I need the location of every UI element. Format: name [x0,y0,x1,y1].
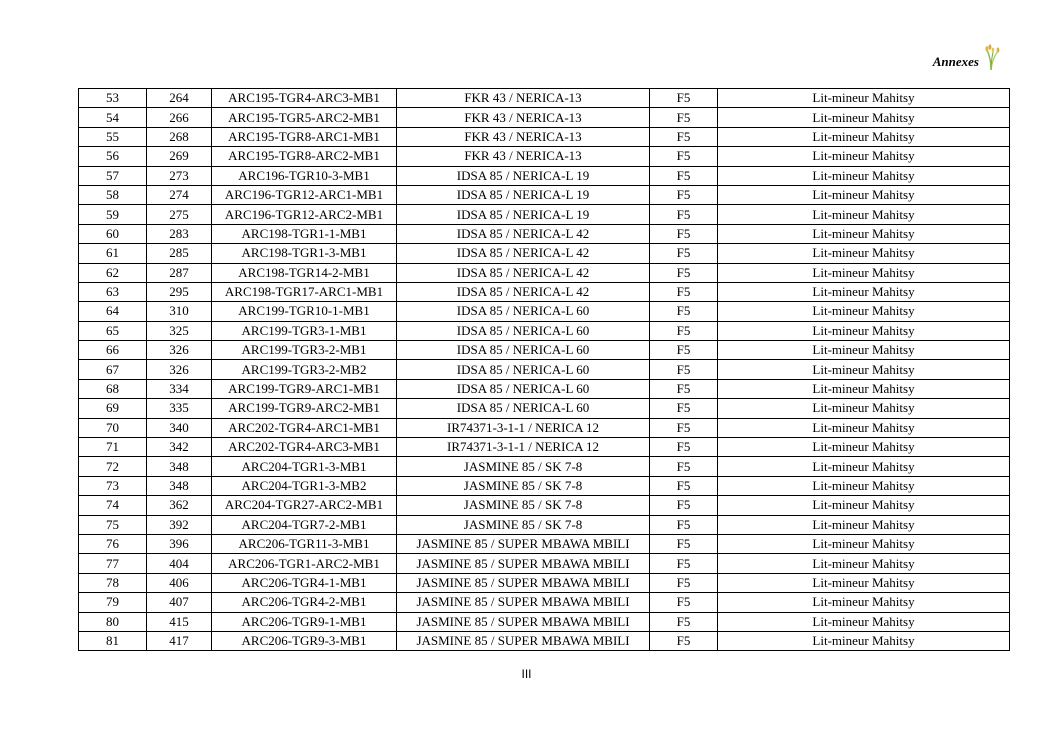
code-cell: 274 [147,185,212,204]
cross-cell: IDSA 85 / NERICA-L 19 [397,185,650,204]
table-row [79,282,1010,301]
table-row [79,379,1010,398]
site-cell: Lit-mineur Mahitsy [718,418,1010,437]
generation-cell: F5 [650,108,718,127]
cross-cell: IDSA 85 / NERICA-L 60 [397,399,650,418]
line-name-cell: ARC206-TGR9-1-MB1 [212,612,397,631]
row-number-cell: 69 [79,399,147,418]
code-cell: 287 [147,263,212,282]
cross-cell: JASMINE 85 / SUPER MBAWA MBILI [397,534,650,553]
table-row [79,263,1010,282]
generation-cell: F5 [650,438,718,457]
cross-cell: FKR 43 / NERICA-13 [397,108,650,127]
line-name-cell: ARC199-TGR3-2-MB2 [212,360,397,379]
code-cell: 340 [147,418,212,437]
row-number-cell: 71 [79,438,147,457]
row-number-cell: 81 [79,631,147,650]
cross-cell: JASMINE 85 / SUPER MBAWA MBILI [397,631,650,650]
row-number-cell: 57 [79,166,147,185]
annex-table [78,88,1010,651]
code-cell: 269 [147,147,212,166]
site-cell: Lit-mineur Mahitsy [718,127,1010,146]
row-number-cell: 65 [79,321,147,340]
page-number: III [521,667,532,681]
line-name-cell: ARC199-TGR3-2-MB1 [212,341,397,360]
table-row [79,127,1010,146]
generation-cell: F5 [650,476,718,495]
site-cell: Lit-mineur Mahitsy [718,496,1010,515]
code-cell: 295 [147,282,212,301]
code-cell: 273 [147,166,212,185]
row-number-cell: 68 [79,379,147,398]
code-cell: 275 [147,205,212,224]
table-row [79,224,1010,243]
generation-cell: F5 [650,166,718,185]
row-number-cell: 62 [79,263,147,282]
row-number-cell: 64 [79,302,147,321]
table-row [79,89,1010,108]
row-number-cell: 80 [79,612,147,631]
generation-cell: F5 [650,205,718,224]
line-name-cell: ARC195-TGR8-ARC1-MB1 [212,127,397,146]
site-cell: Lit-mineur Mahitsy [718,89,1010,108]
site-cell: Lit-mineur Mahitsy [718,263,1010,282]
generation-cell: F5 [650,321,718,340]
row-number-cell: 58 [79,185,147,204]
table-row [79,108,1010,127]
line-name-cell: ARC204-TGR27-ARC2-MB1 [212,496,397,515]
table-row [79,185,1010,204]
code-cell: 326 [147,360,212,379]
row-number-cell: 74 [79,496,147,515]
cross-cell: IDSA 85 / NERICA-L 19 [397,166,650,185]
cross-cell: JASMINE 85 / SUPER MBAWA MBILI [397,554,650,573]
site-cell: Lit-mineur Mahitsy [718,244,1010,263]
line-name-cell: ARC196-TGR12-ARC2-MB1 [212,205,397,224]
line-name-cell: ARC198-TGR17-ARC1-MB1 [212,282,397,301]
line-name-cell: ARC206-TGR4-1-MB1 [212,573,397,592]
generation-cell: F5 [650,399,718,418]
code-cell: 285 [147,244,212,263]
code-cell: 266 [147,108,212,127]
cross-cell: IDSA 85 / NERICA-L 42 [397,263,650,282]
line-name-cell: ARC199-TGR9-ARC1-MB1 [212,379,397,398]
code-cell: 325 [147,321,212,340]
site-cell: Lit-mineur Mahitsy [718,573,1010,592]
cross-cell: IR74371-3-1-1 / NERICA 12 [397,438,650,457]
code-cell: 334 [147,379,212,398]
generation-cell: F5 [650,147,718,166]
table-row [79,360,1010,379]
line-name-cell: ARC199-TGR3-1-MB1 [212,321,397,340]
cross-cell: JASMINE 85 / SK 7-8 [397,515,650,534]
cross-cell: IDSA 85 / NERICA-L 60 [397,302,650,321]
site-cell: Lit-mineur Mahitsy [718,185,1010,204]
generation-cell: F5 [650,244,718,263]
row-number-cell: 63 [79,282,147,301]
site-cell: Lit-mineur Mahitsy [718,360,1010,379]
row-number-cell: 61 [79,244,147,263]
code-cell: 348 [147,476,212,495]
generation-cell: F5 [650,554,718,573]
site-cell: Lit-mineur Mahitsy [718,438,1010,457]
generation-cell: F5 [650,224,718,243]
code-cell: 392 [147,515,212,534]
generation-cell: F5 [650,534,718,553]
table-row [79,244,1010,263]
row-number-cell: 73 [79,476,147,495]
line-name-cell: ARC196-TGR10-3-MB1 [212,166,397,185]
generation-cell: F5 [650,127,718,146]
code-cell: 415 [147,612,212,631]
cross-cell: FKR 43 / NERICA-13 [397,147,650,166]
table-row [79,476,1010,495]
generation-cell: F5 [650,379,718,398]
cross-cell: IDSA 85 / NERICA-L 42 [397,244,650,263]
code-cell: 406 [147,573,212,592]
site-cell: Lit-mineur Mahitsy [718,476,1010,495]
cross-cell: IDSA 85 / NERICA-L 60 [397,360,650,379]
table-body [79,89,1010,651]
cross-cell: IDSA 85 / NERICA-L 60 [397,321,650,340]
code-cell: 268 [147,127,212,146]
code-cell: 326 [147,341,212,360]
line-name-cell: ARC206-TGR11-3-MB1 [212,534,397,553]
table-row [79,612,1010,631]
generation-cell: F5 [650,185,718,204]
generation-cell: F5 [650,496,718,515]
code-cell: 417 [147,631,212,650]
site-cell: Lit-mineur Mahitsy [718,205,1010,224]
row-number-cell: 53 [79,89,147,108]
generation-cell: F5 [650,263,718,282]
row-number-cell: 76 [79,534,147,553]
generation-cell: F5 [650,89,718,108]
site-cell: Lit-mineur Mahitsy [718,302,1010,321]
line-name-cell: ARC202-TGR4-ARC3-MB1 [212,438,397,457]
code-cell: 407 [147,593,212,612]
row-number-cell: 56 [79,147,147,166]
cross-cell: IDSA 85 / NERICA-L 19 [397,205,650,224]
cross-cell: FKR 43 / NERICA-13 [397,89,650,108]
table-row [79,399,1010,418]
table-row [79,321,1010,340]
table-row [79,631,1010,650]
cross-cell: FKR 43 / NERICA-13 [397,127,650,146]
site-cell: Lit-mineur Mahitsy [718,612,1010,631]
table-row [79,457,1010,476]
site-cell: Lit-mineur Mahitsy [718,515,1010,534]
site-cell: Lit-mineur Mahitsy [718,108,1010,127]
row-number-cell: 78 [79,573,147,592]
row-number-cell: 77 [79,554,147,573]
row-number-cell: 70 [79,418,147,437]
cross-cell: IDSA 85 / NERICA-L 42 [397,224,650,243]
line-name-cell: ARC195-TGR4-ARC3-MB1 [212,89,397,108]
row-number-cell: 60 [79,224,147,243]
code-cell: 348 [147,457,212,476]
generation-cell: F5 [650,631,718,650]
section-title: Annexes [932,54,979,69]
code-cell: 283 [147,224,212,243]
generation-cell: F5 [650,341,718,360]
cross-cell: IDSA 85 / NERICA-L 42 [397,282,650,301]
generation-cell: F5 [650,282,718,301]
code-cell: 342 [147,438,212,457]
table-row [79,418,1010,437]
cross-cell: IR74371-3-1-1 / NERICA 12 [397,418,650,437]
cross-cell: IDSA 85 / NERICA-L 60 [397,379,650,398]
page-header [933,44,1001,70]
table-row [79,496,1010,515]
line-name-cell: ARC204-TGR7-2-MB1 [212,515,397,534]
table-row [79,205,1010,224]
line-name-cell: ARC198-TGR14-2-MB1 [212,263,397,282]
row-number-cell: 72 [79,457,147,476]
row-number-cell: 75 [79,515,147,534]
generation-cell: F5 [650,418,718,437]
line-name-cell: ARC196-TGR12-ARC1-MB1 [212,185,397,204]
row-number-cell: 59 [79,205,147,224]
cross-cell: JASMINE 85 / SUPER MBAWA MBILI [397,612,650,631]
generation-cell: F5 [650,573,718,592]
site-cell: Lit-mineur Mahitsy [718,147,1010,166]
generation-cell: F5 [650,360,718,379]
generation-cell: F5 [650,457,718,476]
generation-cell: F5 [650,612,718,631]
site-cell: Lit-mineur Mahitsy [718,399,1010,418]
code-cell: 362 [147,496,212,515]
line-name-cell: ARC206-TGR9-3-MB1 [212,631,397,650]
generation-cell: F5 [650,593,718,612]
code-cell: 310 [147,302,212,321]
cross-cell: JASMINE 85 / SUPER MBAWA MBILI [397,573,650,592]
code-cell: 264 [147,89,212,108]
table-row [79,573,1010,592]
rice-plant-icon [981,44,1001,70]
site-cell: Lit-mineur Mahitsy [718,224,1010,243]
line-name-cell: ARC195-TGR8-ARC2-MB1 [212,147,397,166]
row-number-cell: 66 [79,341,147,360]
line-name-cell: ARC206-TGR1-ARC2-MB1 [212,554,397,573]
cross-cell: JASMINE 85 / SK 7-8 [397,476,650,495]
site-cell: Lit-mineur Mahitsy [718,341,1010,360]
line-name-cell: ARC195-TGR5-ARC2-MB1 [212,108,397,127]
code-cell: 404 [147,554,212,573]
code-cell: 335 [147,399,212,418]
table-row [79,438,1010,457]
table-row [79,341,1010,360]
line-name-cell: ARC206-TGR4-2-MB1 [212,593,397,612]
table-row [79,515,1010,534]
line-name-cell: ARC202-TGR4-ARC1-MB1 [212,418,397,437]
row-number-cell: 79 [79,593,147,612]
site-cell: Lit-mineur Mahitsy [718,379,1010,398]
cross-cell: JASMINE 85 / SUPER MBAWA MBILI [397,593,650,612]
site-cell: Lit-mineur Mahitsy [718,534,1010,553]
cross-cell: JASMINE 85 / SK 7-8 [397,496,650,515]
table-row [79,147,1010,166]
code-cell: 396 [147,534,212,553]
site-cell: Lit-mineur Mahitsy [718,166,1010,185]
site-cell: Lit-mineur Mahitsy [718,631,1010,650]
row-number-cell: 55 [79,127,147,146]
table-row [79,302,1010,321]
site-cell: Lit-mineur Mahitsy [718,593,1010,612]
row-number-cell: 67 [79,360,147,379]
site-cell: Lit-mineur Mahitsy [718,282,1010,301]
cross-cell: IDSA 85 / NERICA-L 60 [397,341,650,360]
site-cell: Lit-mineur Mahitsy [718,554,1010,573]
site-cell: Lit-mineur Mahitsy [718,321,1010,340]
cross-cell: JASMINE 85 / SK 7-8 [397,457,650,476]
line-name-cell: ARC204-TGR1-3-MB1 [212,457,397,476]
line-name-cell: ARC204-TGR1-3-MB2 [212,476,397,495]
table-row [79,554,1010,573]
generation-cell: F5 [650,302,718,321]
table-row [79,166,1010,185]
generation-cell: F5 [650,515,718,534]
row-number-cell: 54 [79,108,147,127]
line-name-cell: ARC198-TGR1-3-MB1 [212,244,397,263]
table-row [79,593,1010,612]
site-cell: Lit-mineur Mahitsy [718,457,1010,476]
line-name-cell: ARC198-TGR1-1-MB1 [212,224,397,243]
line-name-cell: ARC199-TGR10-1-MB1 [212,302,397,321]
line-name-cell: ARC199-TGR9-ARC2-MB1 [212,399,397,418]
table-row [79,534,1010,553]
